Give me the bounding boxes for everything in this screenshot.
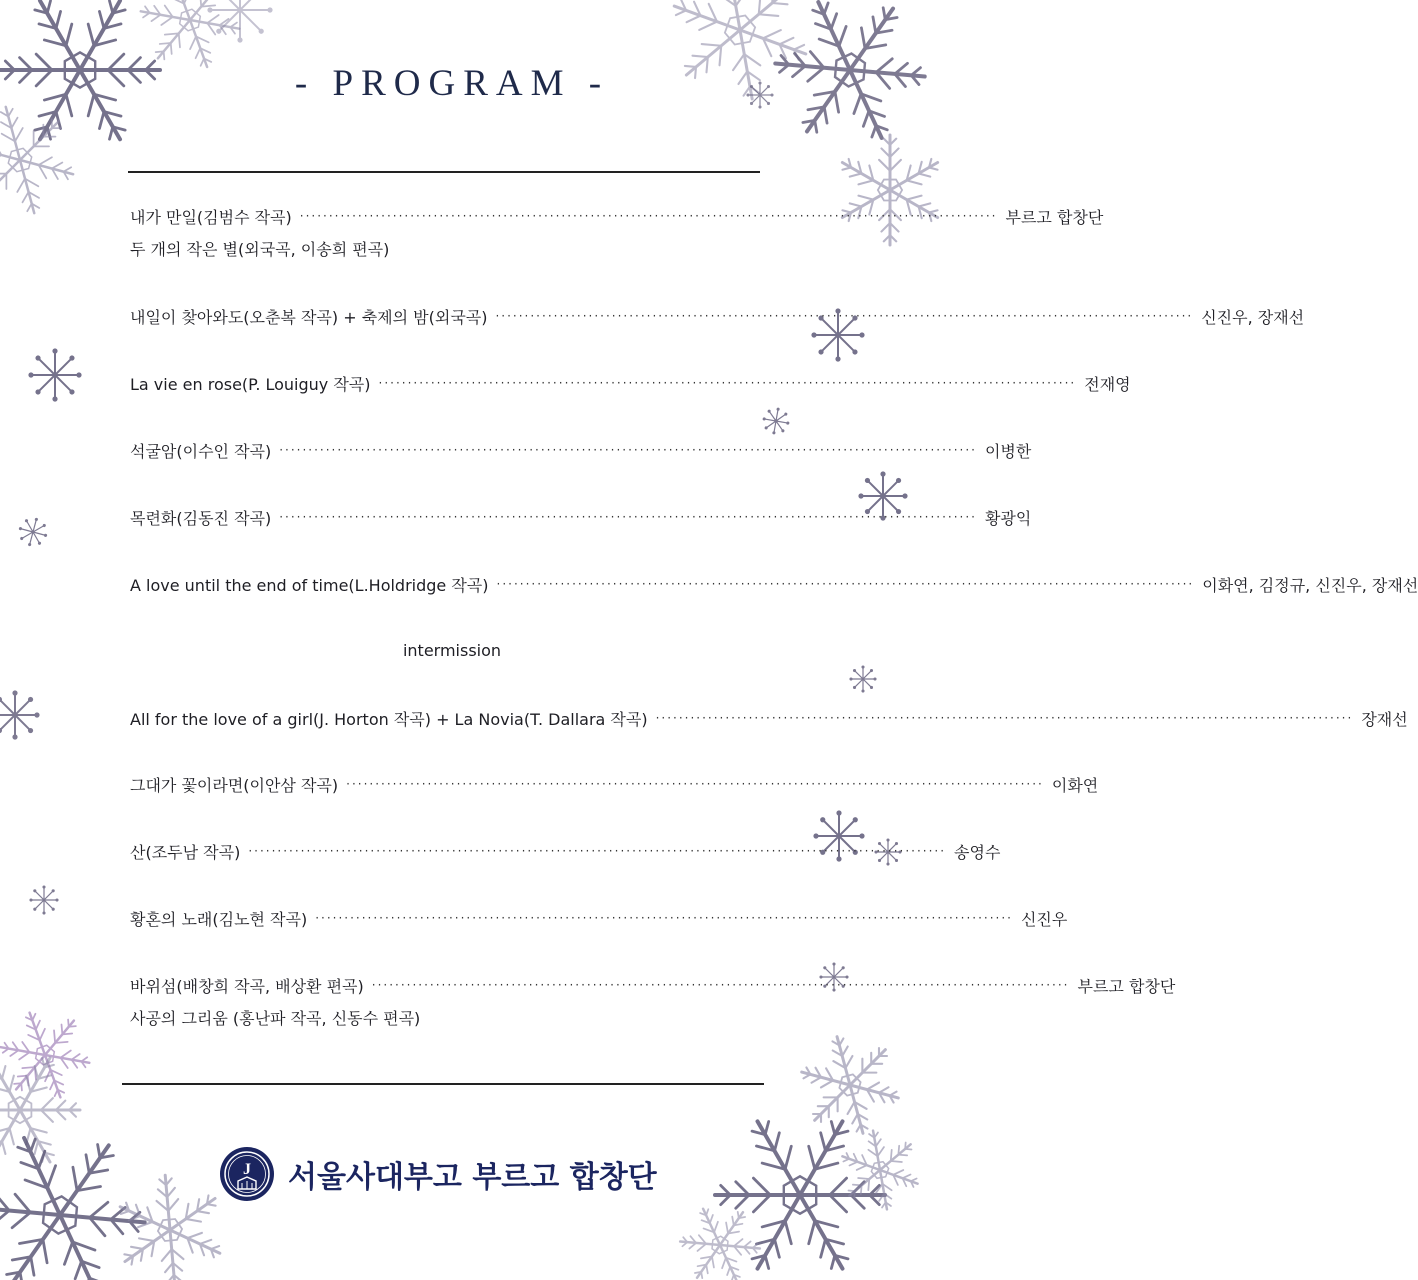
snowflake <box>790 1030 909 1140</box>
leader-dots: ························································································································ <box>279 443 977 457</box>
performer: 신진우, 장재선 <box>1201 307 1305 327</box>
program-item <box>130 303 1305 329</box>
program-item <box>130 905 1068 931</box>
piece-title: La vie en rose(P. Louiguy 작곡) <box>130 374 371 394</box>
piece-title: All for the love of a girl(J. Horton 작곡) + La Novia(T. Dallara 작곡) <box>130 709 648 729</box>
performer: 장재선 <box>1361 709 1408 729</box>
leader-dots: ························································································································ <box>279 510 977 524</box>
snowflake <box>0 690 40 739</box>
program-item <box>130 203 1104 229</box>
performer: 이화연 <box>1051 775 1099 795</box>
leader-dots: ························································································································ <box>378 376 1077 390</box>
snowflake <box>677 1207 763 1280</box>
piece-title: A love until the end of time(L.Holdridge 작곡) <box>130 575 489 595</box>
school-emblem-icon <box>218 1145 276 1203</box>
snowflake <box>849 665 876 692</box>
leader-dots: ························································································································ <box>299 209 998 223</box>
snowflake <box>0 100 85 220</box>
piece-subline: 사공의 그리움 (홍난파 작곡, 신동수 편곡) <box>130 1009 421 1028</box>
choir-name: 서울사대부고 부르고 합창단 <box>288 1160 657 1195</box>
leader-dots: ························································································································ <box>655 711 1354 725</box>
piece-title: 목련화(김동진 작곡) <box>130 508 272 528</box>
program-item <box>130 771 1099 797</box>
snowflake <box>0 1058 80 1162</box>
piece-title: 석굴암(이수인 작곡) <box>130 441 272 461</box>
performer: 송영수 <box>954 842 1001 862</box>
footer <box>218 1144 657 1204</box>
performer: 이화연, 김정규, 신진우, 장재선 <box>1202 575 1418 595</box>
leader-dots: ························································································································ <box>495 309 1194 323</box>
piece-title: 내일이 찾아와도(오춘복 작곡) + 축제의 밤(외국곡) <box>130 307 488 327</box>
leader-dots: ························································································································ <box>346 777 1044 791</box>
piece-title: 바위섬(배창희 작곡, 배상환 편곡) <box>130 976 364 996</box>
intermission-label: intermission <box>402 641 502 660</box>
piece-title: 내가 만일(김범수 작곡) <box>130 207 292 227</box>
emblem-letter: J <box>243 1161 251 1178</box>
bottom-divider <box>122 1083 764 1085</box>
performer: 부르고 합창단 <box>1077 976 1176 996</box>
snowflake <box>29 885 58 914</box>
top-divider <box>128 171 760 173</box>
snowflake <box>15 514 51 550</box>
leader-dots: ························································································································ <box>496 577 1195 591</box>
program-item <box>130 705 1408 731</box>
leader-dots: ························································································································ <box>315 911 1013 925</box>
performer: 황광익 <box>984 508 1032 528</box>
page-title: - PROGRAM - <box>294 63 610 104</box>
snowflake <box>831 1124 930 1216</box>
program-item <box>130 571 1418 597</box>
leader-dots: ························································································································ <box>371 978 1070 992</box>
performer: 부르고 합창단 <box>1005 207 1104 227</box>
snowflake <box>28 348 81 401</box>
snowflake <box>0 1009 96 1101</box>
snowflake <box>760 405 791 436</box>
piece-title: 그대가 꽃이라면(이안삼 작곡) <box>130 775 339 795</box>
piece-subline: 두 개의 작은 별(외국곡, 이송희 편곡) <box>130 240 390 259</box>
leader-dots: ························································································································ <box>248 844 947 858</box>
performer: 이병한 <box>984 441 1032 461</box>
snowflake <box>207 0 272 43</box>
piece-title: 황혼의 노래(김노현 작곡) <box>130 909 308 929</box>
piece-title: 산(조두남 작곡) <box>130 842 241 862</box>
performer: 전재영 <box>1084 374 1131 394</box>
snowflake <box>819 121 962 259</box>
performer: 신진우 <box>1020 909 1068 929</box>
program-item <box>130 972 1176 998</box>
program-item <box>130 370 1131 396</box>
program-item <box>130 437 1032 463</box>
program-item <box>130 504 1032 530</box>
program-item <box>130 838 1001 864</box>
